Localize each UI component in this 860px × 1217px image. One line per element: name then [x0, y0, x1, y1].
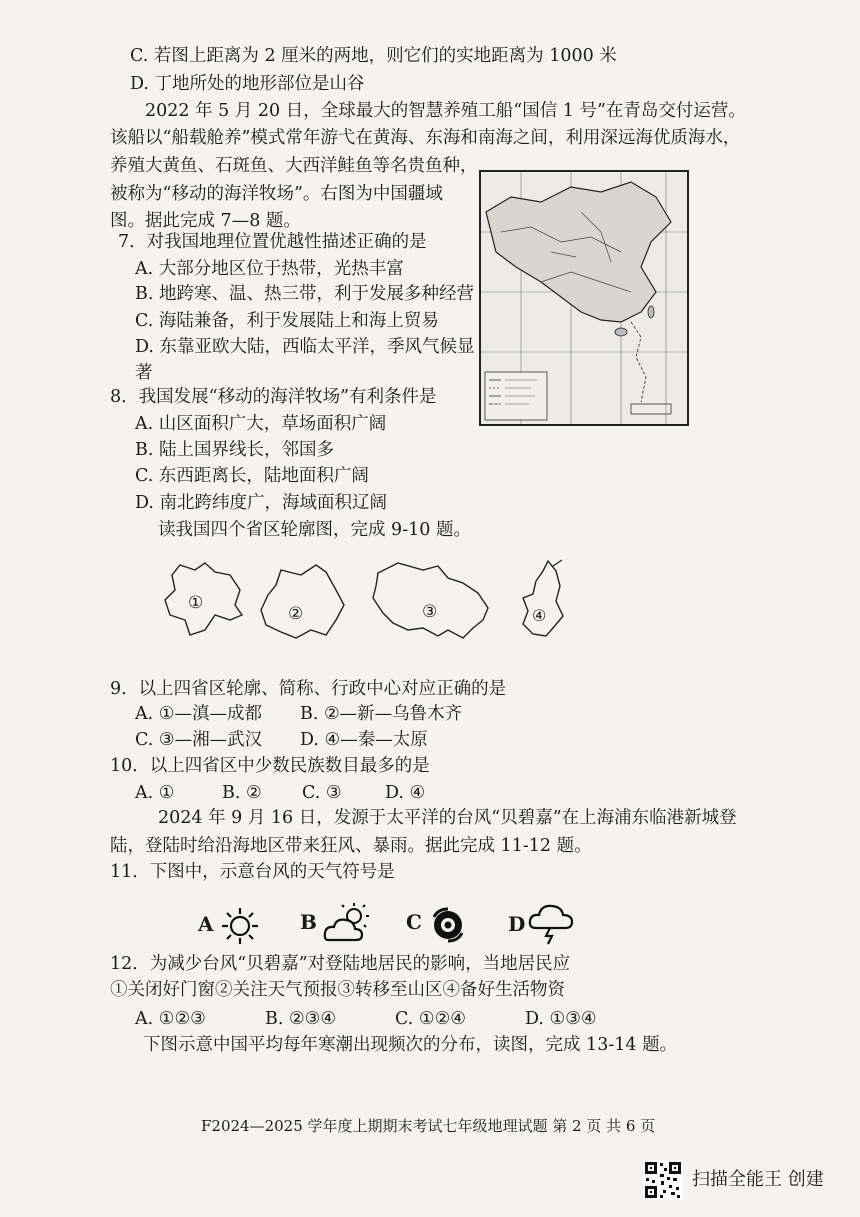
- symbol-label-a: A: [198, 912, 214, 936]
- q10-option-a: A. ①: [135, 783, 175, 803]
- q10-option-d: D. ④: [385, 783, 426, 803]
- sunny-icon: [220, 906, 260, 946]
- q10-option-c: C. ③: [302, 783, 342, 803]
- intro-paragraph-line: 2022 年 5 月 20 日，全球最大的智慧养殖工船“国信 1 号”在青岛交付运营。: [145, 101, 746, 121]
- q7-option-b: B. 地跨寒、温、热三带，利于发展多种经营: [135, 284, 474, 304]
- watermark-text: 扫描全能王 创建: [692, 1169, 824, 1190]
- q12-statements: ①关闭好门窗②关注天气预报③转移至山区④备好生活物资: [110, 980, 565, 1000]
- china-territory-map: [479, 170, 689, 426]
- question-9: 9．以上四省区轮廓、简称、行政中心对应正确的是: [110, 679, 507, 699]
- question-10: 10．以上四省区中少数民族数目最多的是: [110, 756, 430, 776]
- q8-option-c: C. 东西距离长，陆地面积广阔: [135, 466, 369, 486]
- intro-q11: 2024 年 9 月 16 日，发源于太平洋的台风“贝碧嘉”在上海浦东临港新城登: [158, 808, 737, 828]
- province-label-3: ③: [422, 602, 438, 622]
- intro-paragraph-line: 养殖大黄鱼、石斑鱼、大西洋鲑鱼等名贵鱼种，: [110, 156, 478, 176]
- q12-option-b: B. ②③④: [265, 1009, 337, 1029]
- symbol-label-c: C: [406, 910, 422, 934]
- intro-q11-cont: 陆，登陆时给沿海地区带来狂风、暴雨。据此完成 11-12 题。: [110, 836, 592, 856]
- intro-paragraph-line: 图。据此完成 7—8 题。: [110, 211, 301, 231]
- q8-option-a: A. 山区面积广大，草场面积广阔: [135, 414, 387, 434]
- province-label-1: ①: [188, 593, 204, 613]
- q9-option-d: D. ④—秦—太原: [300, 730, 428, 750]
- q9-option-b: B. ②—新—乌鲁木齐: [300, 704, 463, 724]
- symbol-label-d: D: [508, 912, 526, 936]
- q8-option-d: D. 南北跨纬度广，海域面积辽阔: [135, 493, 388, 513]
- province-outline-1: [160, 560, 248, 640]
- province-outline-4: [518, 556, 568, 640]
- q7-option-c: C. 海陆兼备，利于发展陆上和海上贸易: [135, 311, 439, 331]
- symbol-label-b: B: [300, 910, 317, 934]
- question-8: 8．我国发展“移动的海洋牧场”有利条件是: [110, 387, 437, 407]
- q8-option-b: B. 陆上国界线长，邻国多: [135, 440, 334, 460]
- q9-option-c: C. ③—湘—武汉: [135, 730, 263, 750]
- q10-option-b: B. ②: [222, 783, 262, 803]
- q9-option-a: A. ①—滇—成都: [135, 704, 262, 724]
- intro-paragraph-line: 被称为“移动的海洋牧场”。右图为中国疆域: [110, 184, 443, 204]
- province-label-4: ④: [532, 606, 547, 625]
- province-outline-3: [368, 558, 496, 642]
- intro-paragraph-line: 该船以“船载舱养”模式常年游弋在黄海、东海和南海之间，利用深远海优质海水，: [110, 128, 741, 148]
- question-7: 7．对我国地理位置优越性描述正确的是: [118, 232, 427, 252]
- typhoon-icon: [428, 905, 468, 945]
- qr-code-icon: [643, 1160, 683, 1200]
- question-11: 11．下图中，示意台风的天气符号是: [110, 862, 395, 882]
- q7-option-d-cont: 著: [135, 363, 153, 383]
- question-12: 12．为减少台风“贝碧嘉”对登陆地居民的影响，当地居民应: [110, 954, 571, 974]
- q12-option-a: A. ①②③: [135, 1009, 206, 1029]
- map-drawing: [481, 172, 687, 424]
- page-footer: F2024—2025 学年度上期期末考试七年级地理试题 第 2 页 共 6 页: [201, 1117, 656, 1135]
- thunderstorm-icon: [528, 902, 576, 946]
- partly-cloudy-icon: [322, 900, 372, 946]
- option-c-q6: C. 若图上距离为 2 厘米的两地，则它们的实地距离为 1000 米: [130, 46, 617, 66]
- province-outline-2: [256, 560, 348, 642]
- q7-option-d: D. 东靠亚欧大陆，西临太平洋，季风气候显: [135, 337, 475, 357]
- intro-q13: 下图示意中国平均每年寒潮出现频次的分布，读图，完成 13-14 题。: [143, 1035, 678, 1055]
- option-d-q6: D. 丁地所处的地形部位是山谷: [130, 74, 365, 94]
- q7-option-a: A. 大部分地区位于热带，光热丰富: [135, 259, 404, 279]
- q12-option-d: D. ①③④: [525, 1009, 597, 1029]
- province-label-2: ②: [288, 604, 304, 624]
- intro-q9: 读我国四个省区轮廓图，完成 9-10 题。: [158, 520, 471, 540]
- q12-option-c: C. ①②④: [395, 1009, 466, 1029]
